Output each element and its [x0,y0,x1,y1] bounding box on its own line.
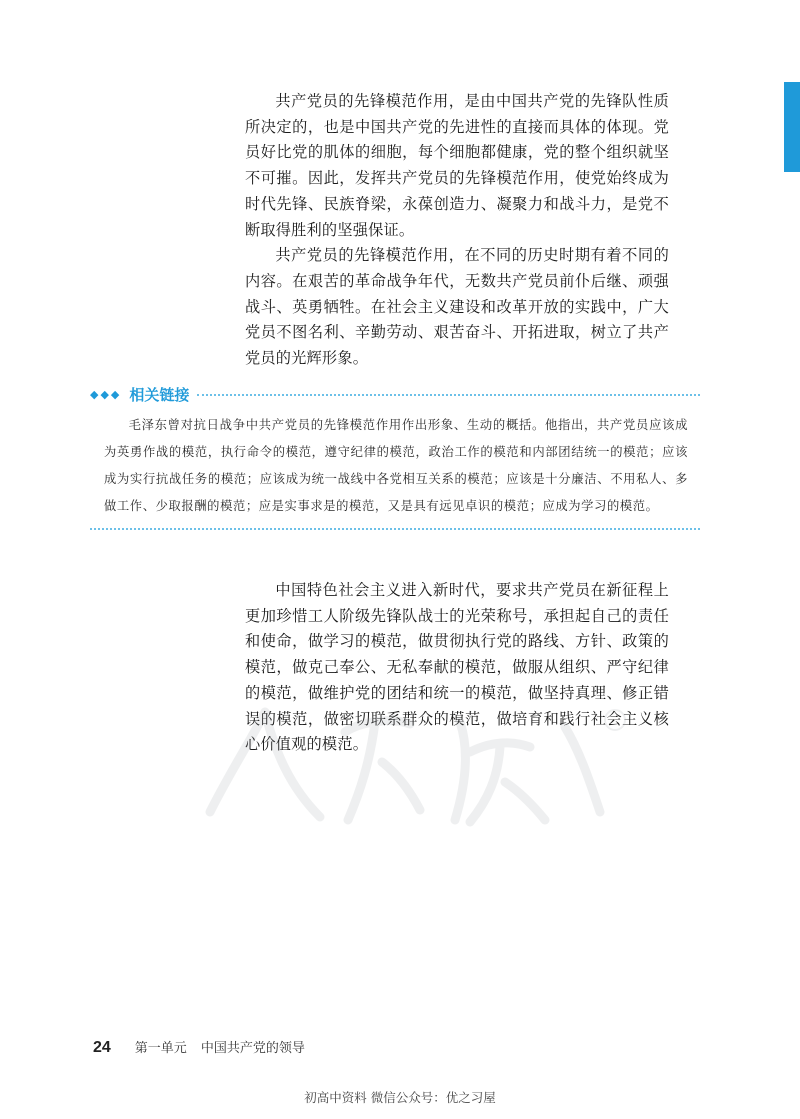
dotted-divider [197,394,700,396]
related-links-box [90,380,700,530]
unit-label: 第一单元 [134,1041,187,1056]
paragraph: 中国特色社会主义进入新时代，要求共产党员在新征程上更加珍惜工人阶级先锋队战士的光荣称号，承担起自己的责任和使命，做学习的模范，做贯彻执行党的路线、方针、政策的模范，做克己奉公、无私奉献的模范，做服从组织、严守纪律的模范，做维护党的团结和统一的模范，做坚持真理、修正错误的模范，做密切联系群众的模范，做培育和践行社会主义核心价值观的模范。 [245,581,669,754]
paragraph: 共产党员的先锋模范作用，是由中国共产党的先锋队性质所决定的，也是中国共产党的先进性的直接而具体的体现。党员好比党的肌体的细胞，每个细胞都健康，党的整个组织就坚不可摧。因此，发挥共产党员的先锋模范作用，使党始终成为时代先锋、民族脊梁，永葆创造力、凝聚力和战斗力，是党不断取得胜利的坚强保证。 [245,92,669,239]
related-links-body [90,408,700,520]
text-block-bottom [245,578,669,758]
chapter-label: 中国共产党的领导 [200,1041,305,1056]
related-links-title: 相关链接 [129,385,190,404]
source-note: 初高中资料 微信公众号：优之习屋 [304,1090,496,1105]
related-links-header [90,380,700,408]
text-block-top [245,89,669,372]
related-links-text: 毛泽东曾对抗日战争中共产党员的先锋模范作用作出形象、生动的概括。他指出，共产党员应该成为英勇作战的模范，执行命令的模范，遵守纪律的模范，政治工作的模范和内部团结统一的模范；应该成为实行抗战任务的模范；应该成为统一战线中各党相互关系的模范；应该是十分廉洁、不用私人、多做工作、少取报酬的模范；应是实事求是的模范，又是具有远见卓识的模范；应成为学习的模范。 [104,418,688,513]
page-footer [93,1037,305,1057]
dotted-divider-bottom [90,528,700,530]
chapter-side-tab [784,82,800,172]
page-number: 24 [93,1039,111,1056]
diamond-bullets-icon: ◆◆◆ [90,387,122,401]
paragraph: 共产党员的先锋模范作用，在不同的历史时期有着不同的内容。在艰苦的革命战争年代，无数共产党员前仆后继、顽强战斗、英勇牺牲。在社会主义建设和改革开放的实践中，广大党员不图名利、辛勤劳动、艰苦奋斗、开拓进取，树立了共产党员的光辉形象。 [245,246,669,368]
